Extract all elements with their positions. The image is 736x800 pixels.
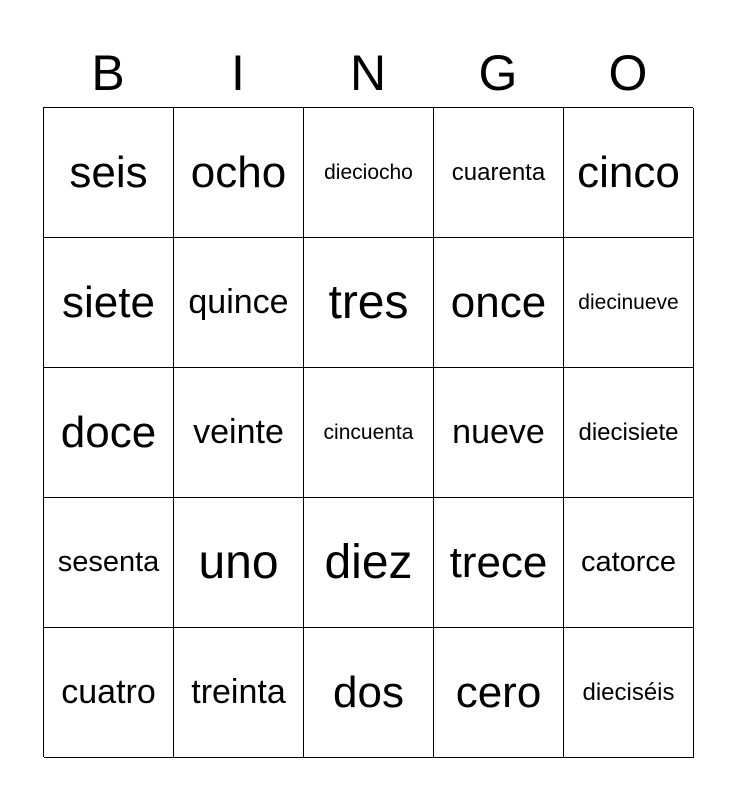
bingo-cell[interactable]: once: [434, 238, 564, 368]
bingo-cell[interactable]: cuarenta: [434, 108, 564, 238]
bingo-cell[interactable]: cero: [434, 628, 564, 758]
header-letter-o: O: [608, 45, 648, 101]
bingo-cell[interactable]: treinta: [174, 628, 304, 758]
bingo-cell[interactable]: dos: [304, 628, 434, 758]
header-letter-n: N: [349, 45, 387, 101]
bingo-cell[interactable]: seis: [44, 108, 174, 238]
bingo-cell[interactable]: diecisiete: [564, 368, 694, 498]
bingo-cell[interactable]: trece: [434, 498, 564, 628]
header-letter-i: I: [231, 45, 245, 101]
bingo-cell[interactable]: quince: [174, 238, 304, 368]
bingo-cell[interactable]: diez: [304, 498, 434, 628]
bingo-cell[interactable]: catorce: [564, 498, 694, 628]
bingo-cell[interactable]: cuatro: [44, 628, 174, 758]
bingo-cell[interactable]: diecinueve: [564, 238, 694, 368]
header-letter-g: G: [478, 45, 518, 101]
header-letter-b: B: [91, 45, 125, 101]
bingo-cell[interactable]: dieciséis: [564, 628, 694, 758]
bingo-board: [43, 107, 693, 757]
bingo-cell[interactable]: veinte: [174, 368, 304, 498]
bingo-cell[interactable]: uno: [174, 498, 304, 628]
bingo-cell[interactable]: siete: [44, 238, 174, 368]
bingo-cell[interactable]: tres: [304, 238, 434, 368]
bingo-cell[interactable]: nueve: [434, 368, 564, 498]
bingo-header: [43, 40, 693, 106]
bingo-cell[interactable]: cinco: [564, 108, 694, 238]
bingo-cell[interactable]: sesenta: [44, 498, 174, 628]
bingo-cell[interactable]: cincuenta: [304, 368, 434, 498]
bingo-cell[interactable]: dieciocho: [304, 108, 434, 238]
bingo-cell[interactable]: ocho: [174, 108, 304, 238]
bingo-cell[interactable]: doce: [44, 368, 174, 498]
